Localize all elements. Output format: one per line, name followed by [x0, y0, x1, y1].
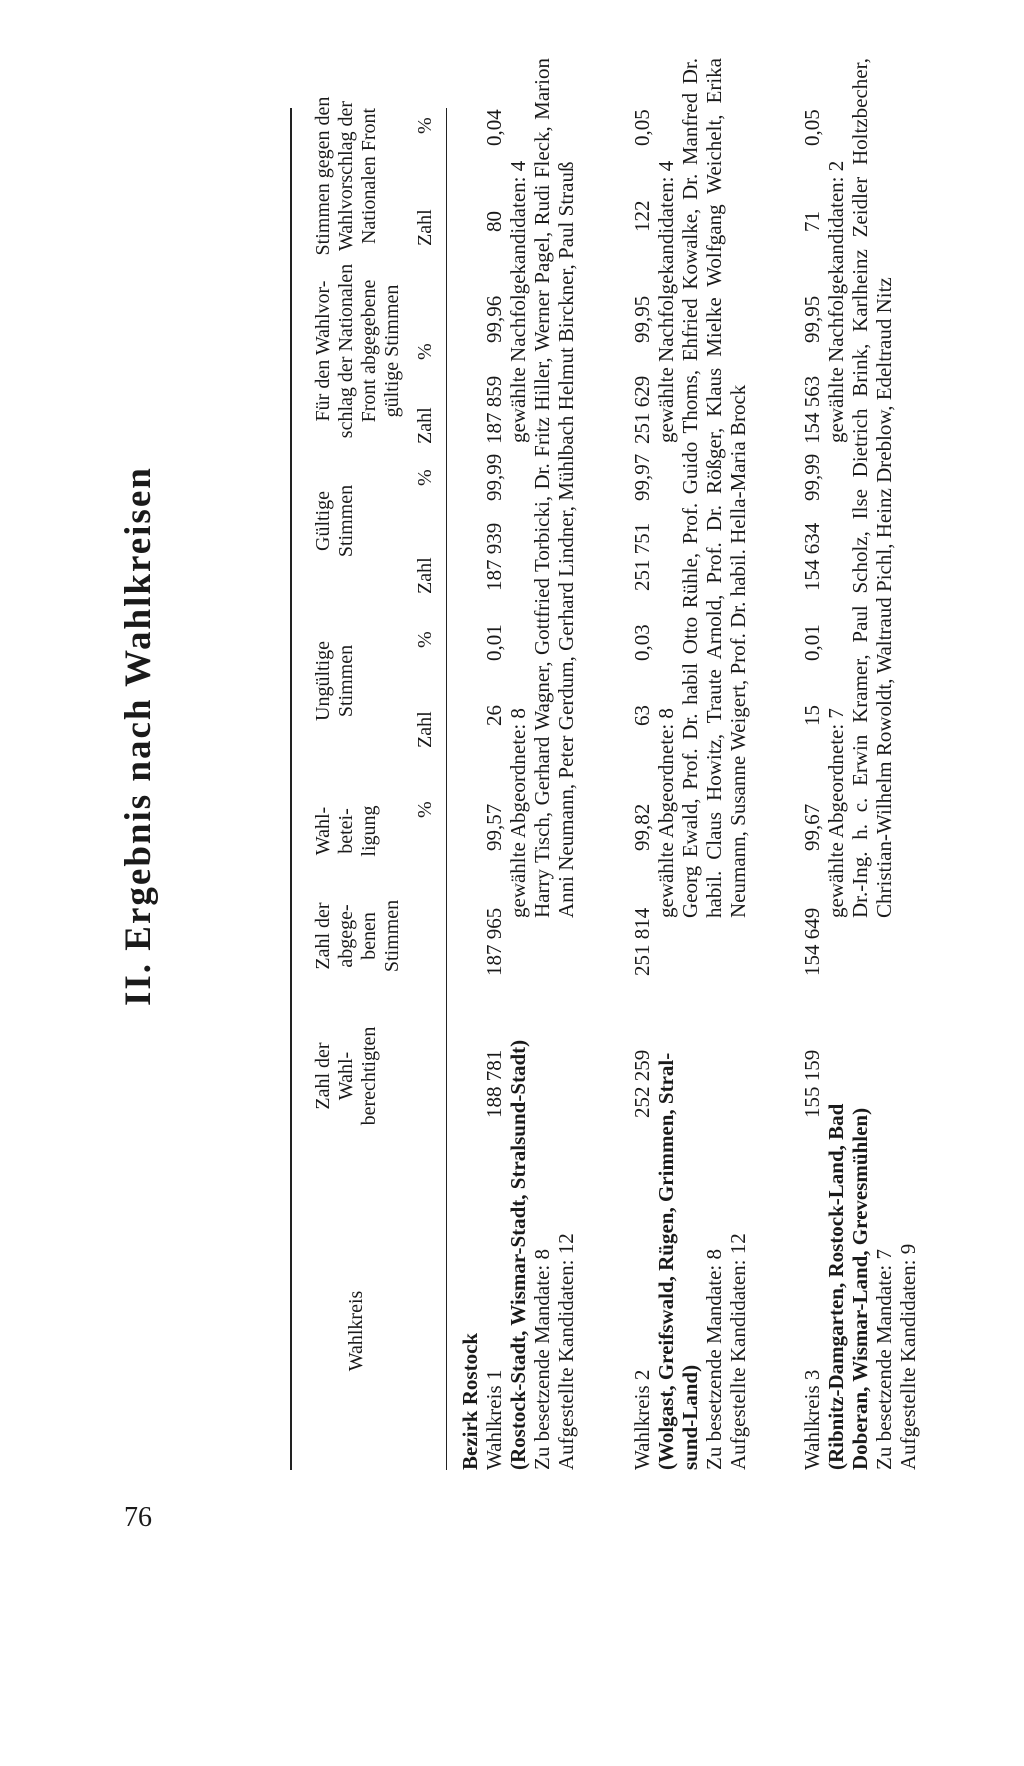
bezirk-heading: Bezirk Rostock — [458, 1332, 482, 1470]
header-wahlbeteiligung — [312, 781, 381, 881]
header-line: Zahl der — [312, 1042, 334, 1110]
subheader-gueltig-pct: % — [414, 469, 436, 486]
fuer-pct-value: 99,95 — [630, 295, 654, 343]
gegen-pct-value: 0,04 — [482, 109, 506, 146]
nachfolge-label: gewählte Nachfolgekandidaten: 2 — [824, 160, 848, 443]
wahlkreis-kandidaten: Aufgestellte Kandidaten: 9 — [896, 1243, 920, 1470]
header-line: Wahl- — [335, 1051, 357, 1101]
elected-names: Dr.-Ing. h. c. Erwin Kramer, Paul Scholz, Ilse Dietrich Brink, Karlheinz Zeidler Holtzbecher, Christian-Wilhelm Rowoldt, Waltraud Pichl, Heinz Dreblow, Edeltraud Nitz — [848, 58, 896, 918]
elected-names: Harry Tisch, Gerhard Wagner, Gottfried Torbicki, Dr. Fritz Hiller, Werner Pagel, Rudi Fleck, Marion Anni Neumann, Peter Gerdum, Gerhard Lindner, Mühlbach Helmut Birckner, Paul Strauß — [530, 58, 578, 918]
fuer-zahl-value: 154 563 — [800, 375, 824, 444]
wahlkreis-areas: (Wolgast, Greifswald, Rügen, Grimmen, Stral- — [654, 1052, 678, 1470]
abgeordnete-label: gewählte Abgeordnete: 8 — [654, 708, 678, 918]
beteiligung-value: 99,82 — [630, 803, 654, 851]
gegen-zahl-value: 122 — [630, 200, 654, 232]
header-line: Front abgegebene — [358, 279, 380, 423]
wahlkreis-name: Wahlkreis 3 — [800, 1369, 824, 1470]
header-line: betei- — [335, 808, 357, 854]
gueltig-pct-value: 99,97 — [630, 453, 654, 501]
elected-names: Georg Ewald, Prof. Dr. habil Otto Rühle, Prof. Guido Thoms, Ehfried Kowalke, Dr. Manfred Dr. habil. Claus Howitz, Traute Arnold, Prof. Dr. Rößger, Klaus Mielke Wolfgang Weichelt, Erika Neumann, Susanne Weigert, Prof. Dr. habil. Hella-Maria Brock — [678, 58, 750, 918]
header-line: Zahl der — [312, 902, 334, 970]
beteiligung-value: 99,67 — [800, 803, 824, 851]
wahlkreis-3-left — [800, 1104, 920, 1470]
gueltig-zahl-value: 251 751 — [630, 522, 654, 591]
wahlkreis-areas: Doberan, Wismar-Land, Grevesmühlen) — [848, 1107, 872, 1470]
header-line: Nationalen Front — [358, 107, 380, 245]
ungueltig-pct-value: 0,03 — [630, 624, 654, 661]
header-line: Stimmen — [381, 899, 403, 973]
abgegebene-value: 154 649 — [800, 907, 824, 976]
gegen-pct-value: 0,05 — [630, 109, 654, 146]
wahlkreis-mandate: Zu besetzende Mandate: 8 — [530, 1249, 554, 1470]
header-line: schlag der Nationalen — [335, 263, 357, 439]
header-ungueltige — [312, 611, 358, 751]
header-abgegebene — [312, 876, 404, 996]
page-number: 76 — [124, 1502, 152, 1533]
table-top-rule — [290, 108, 292, 1470]
beteiligung-value: 99,57 — [482, 803, 506, 851]
abgeordnete-label: gewählte Abgeordnete: 8 — [506, 708, 530, 918]
ungueltig-pct-value: 0,01 — [482, 624, 506, 661]
subheader-ungueltig-zahl: Zahl — [414, 711, 436, 748]
header-line: berechtigten — [358, 1026, 380, 1126]
nachfolge-label: gewählte Nachfolgekandidaten: 4 — [506, 160, 530, 443]
wahlberechtigte-value: 155 159 — [800, 1049, 824, 1118]
subheader-gegen-pct: % — [414, 117, 436, 134]
wahlberechtigte-value: 188 781 — [482, 1049, 506, 1118]
header-gueltige — [312, 461, 358, 581]
header-line: Stimmen gegen den — [312, 96, 334, 256]
subheader-fuer-pct: % — [414, 343, 436, 360]
gegen-pct-value: 0,05 — [800, 109, 824, 146]
nachfolge-label: gewählte Nachfolgekandidaten: 4 — [654, 160, 678, 443]
header-line: gültige Stimmen — [381, 284, 403, 418]
gueltig-pct-value: 99,99 — [800, 453, 824, 501]
fuer-pct-value: 99,96 — [482, 295, 506, 343]
ungueltig-zahl-value: 63 — [630, 705, 654, 726]
header-line: Wahl- — [312, 806, 334, 856]
subheader-beteiligung-pct: % — [414, 801, 436, 818]
header-line: Gültige — [312, 491, 334, 551]
wahlkreis-areas: (Ribnitz-Damgarten, Rostock-Land, Bad — [824, 1103, 848, 1470]
abgegebene-value: 187 965 — [482, 907, 506, 976]
header-fuer — [312, 251, 404, 451]
header-line: Für den Wahlvor- — [312, 280, 334, 422]
wahlkreis-mandate: Zu besetzende Mandate: 8 — [702, 1249, 726, 1470]
gueltig-zahl-value: 187 939 — [482, 522, 506, 591]
wahlkreis-areas: sund-Land) — [678, 1364, 702, 1470]
wahlkreis-areas: (Rostock-Stadt, Wismar-Stadt, Stralsund-Stadt) — [506, 1039, 530, 1470]
subheader-fuer-zahl: Zahl — [414, 407, 436, 444]
subheader-gueltig-zahl: Zahl — [414, 557, 436, 594]
header-line: Stimmen — [335, 644, 357, 718]
abgeordnete-label: gewählte Abgeordnete: 7 — [824, 708, 848, 918]
gegen-zahl-value: 71 — [800, 211, 824, 232]
header-wahlkreis — [345, 1241, 368, 1421]
ungueltig-zahl-value: 15 — [800, 705, 824, 726]
wahlkreis-name: Wahlkreis 2 — [630, 1369, 654, 1470]
wahlkreis-kandidaten: Aufgestellte Kandidaten: 12 — [726, 1233, 750, 1470]
gegen-zahl-value: 80 — [482, 211, 506, 232]
header-line: abgege- — [335, 904, 357, 968]
header-gegen — [312, 96, 381, 256]
wahlkreis-kandidaten: Aufgestellte Kandidaten: 12 — [554, 1233, 578, 1470]
gueltig-pct-value: 99,99 — [482, 453, 506, 501]
header-label: Wahlkreis — [345, 1290, 367, 1372]
header-rule — [446, 108, 447, 1470]
page-title: II. Ergebnis nach Wahlkreisen — [118, 466, 159, 1006]
fuer-pct-value: 99,95 — [800, 295, 824, 343]
wahlkreis-mandate: Zu besetzende Mandate: 7 — [872, 1249, 896, 1470]
fuer-zahl-value: 251 629 — [630, 375, 654, 444]
header-wahlberechtigte — [312, 1006, 381, 1146]
gueltig-zahl-value: 154 634 — [800, 522, 824, 591]
subheader-gegen-zahl: Zahl — [414, 209, 436, 246]
ungueltig-zahl-value: 26 — [482, 705, 506, 726]
wahlberechtigte-value: 252 259 — [630, 1049, 654, 1118]
ungueltig-pct-value: 0,01 — [800, 624, 824, 661]
header-line: ligung — [358, 805, 380, 857]
header-line: Ungültige — [312, 641, 334, 721]
fuer-zahl-value: 187 859 — [482, 375, 506, 444]
header-line: Wahlvorschlag der — [335, 101, 357, 251]
abgegebene-value: 251 814 — [630, 907, 654, 976]
wahlkreis-name: Wahlkreis 1 — [482, 1369, 506, 1470]
subheader-ungueltig-pct: % — [414, 631, 436, 648]
header-line: Stimmen — [335, 484, 357, 558]
header-line: benen — [358, 912, 380, 960]
